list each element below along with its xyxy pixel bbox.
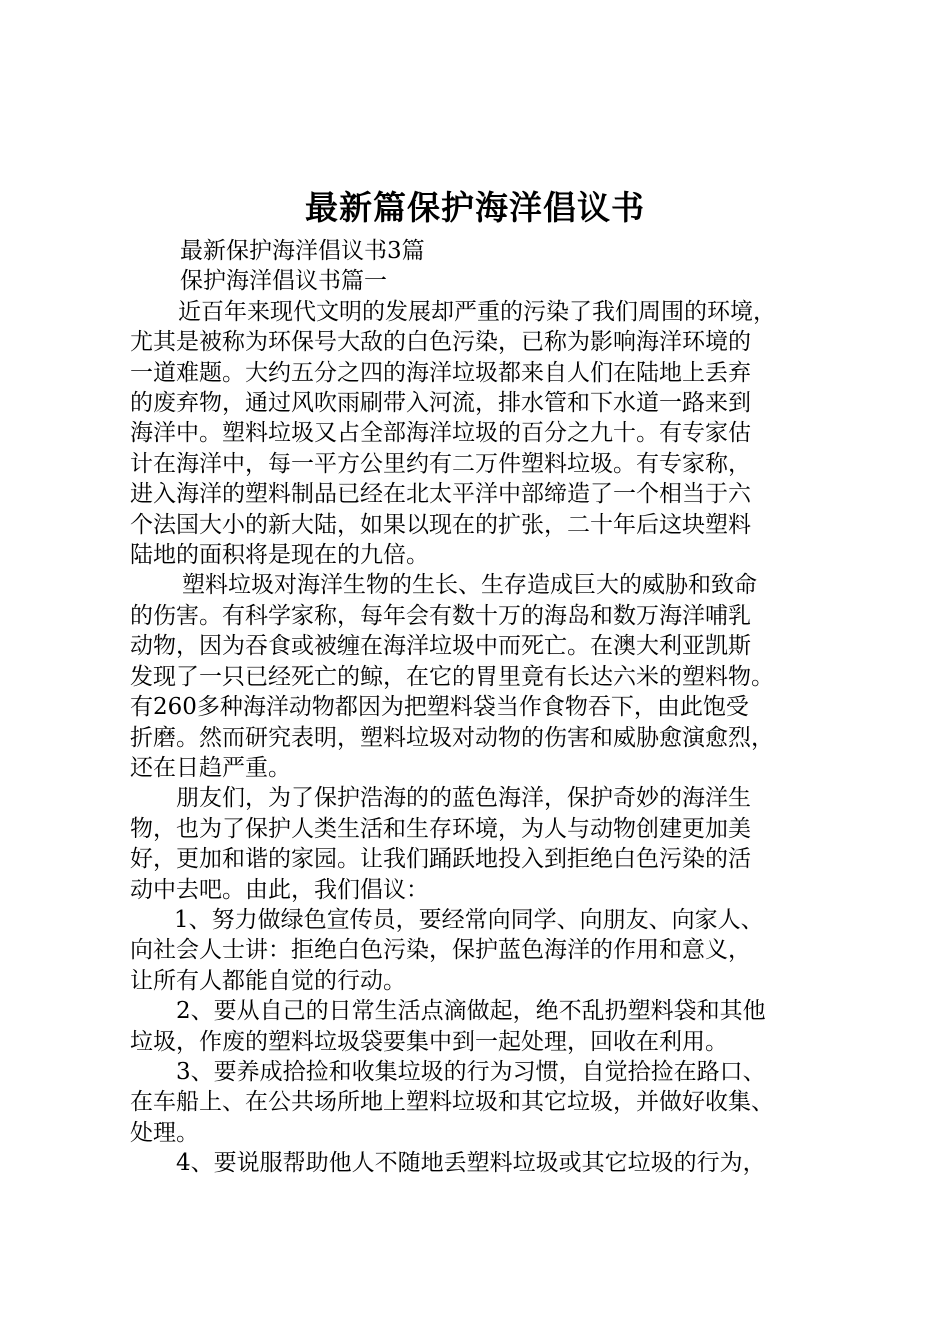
paragraph-line: 一道难题。大约五分之四的海洋垃圾都来自人们在陆地上丢弃 — [130, 359, 751, 386]
paragraph-line: 垃圾，作废的塑料垃圾袋要集中到一起处理，回收在利用。 — [130, 1028, 728, 1055]
paragraph-line: 朋友们，为了保护浩海的的蓝色海洋，保护奇妙的海洋生 — [176, 785, 751, 812]
proposal-item-1 — [130, 905, 830, 996]
paragraph-line: 尤其是被称为环保号大敌的白色污染，已称为影响海洋环境的 — [130, 329, 751, 356]
paragraph-2 — [130, 570, 830, 783]
paragraph-line: 让所有人都能自觉的行动。 — [130, 967, 406, 994]
document-body — [130, 236, 830, 1179]
paragraph-line: 有260多种海洋动物都因为把塑料袋当作食物吞下，由此饱受 — [130, 694, 749, 721]
paragraph-line: 在车船上、在公共场所地上塑料垃圾和其它垃圾，并做好收集、 — [130, 1089, 774, 1116]
paragraph-line: 的废弃物，通过风吹雨刷带入河流，排水管和下水道一路来到 — [130, 390, 751, 417]
proposal-item-4 — [130, 1148, 830, 1178]
paragraph-line: 动物，因为吞食或被缠在海洋垃圾中而死亡。在澳大利亚凯斯 — [130, 633, 751, 660]
paragraph-line: 4、要说服帮助他人不随地丢塑料垃圾或其它垃圾的行为， — [176, 1150, 766, 1177]
paragraph-line: 进入海洋的塑料制品已经在北太平洋中部缔造了一个相当于六 — [130, 481, 751, 508]
paragraph-line: 近百年来现代文明的发展却严重的污染了我们周围的环境， — [178, 298, 776, 325]
paragraph-line: 处理。 — [130, 1119, 199, 1146]
paragraph-line: 个法国大小的新大陆，如果以现在的扩张，二十年后这块塑料 — [130, 511, 751, 538]
paragraph-line: 计在海洋中，每一平方公里约有二万件塑料垃圾。有专家称， — [130, 450, 751, 477]
paragraph-1 — [130, 297, 830, 571]
paragraph-line: 3、要养成拾捡和收集垃圾的行为习惯，自觉拾捡在路口、 — [176, 1058, 766, 1085]
paragraph-line: 陆地的面积将是现在的九倍。 — [130, 542, 429, 569]
paragraph-line: 折磨。然而研究表明，塑料垃圾对动物的伤害和威胁愈演愈烈， — [130, 724, 774, 751]
paragraph-line: 1、努力做绿色宣传员，要经常向同学、向朋友、向家人、 — [174, 906, 764, 933]
paragraph-line: 塑料垃圾对海洋生物的生长、生存造成巨大的威胁和致命 — [182, 572, 757, 599]
section-heading: 保护海洋倡议书篇一 — [180, 268, 387, 295]
paragraph-line: 还在日趋严重。 — [130, 754, 291, 781]
proposal-item-3 — [130, 1057, 830, 1148]
document-subtitle: 最新保护海洋倡议书3篇 — [180, 238, 425, 264]
paragraph-3 — [130, 783, 830, 905]
proposal-item-2 — [130, 996, 830, 1057]
paragraph-line: 的伤害。有科学家称，每年会有数十万的海岛和数万海洋哺乳 — [130, 602, 751, 629]
paragraph-line: 海洋中。塑料垃圾又占全部海洋垃圾的百分之九十。有专家估 — [130, 420, 751, 447]
paragraph-line: 好，更加和谐的家园。让我们踊跃地投入到拒绝白色污染的活 — [130, 846, 751, 873]
paragraph-line: 发现了一只已经死亡的鲸，在它的胃里竟有长达六米的塑料物。 — [130, 663, 774, 690]
paragraph-line: 2、要从自己的日常生活点滴做起，绝不乱扔塑料袋和其他 — [176, 998, 766, 1025]
document-title: 最新篇保护海洋倡议书 — [305, 188, 645, 227]
paragraph-line: 向社会人士讲：拒绝白色污染，保护蓝色海洋的作用和意义， — [130, 937, 751, 964]
paragraph-line: 物，也为了保护人类生活和生存环境，为人与动物创建更加美 — [130, 815, 751, 842]
paragraph-line: 动中去吧。由此，我们倡议： — [130, 876, 429, 903]
